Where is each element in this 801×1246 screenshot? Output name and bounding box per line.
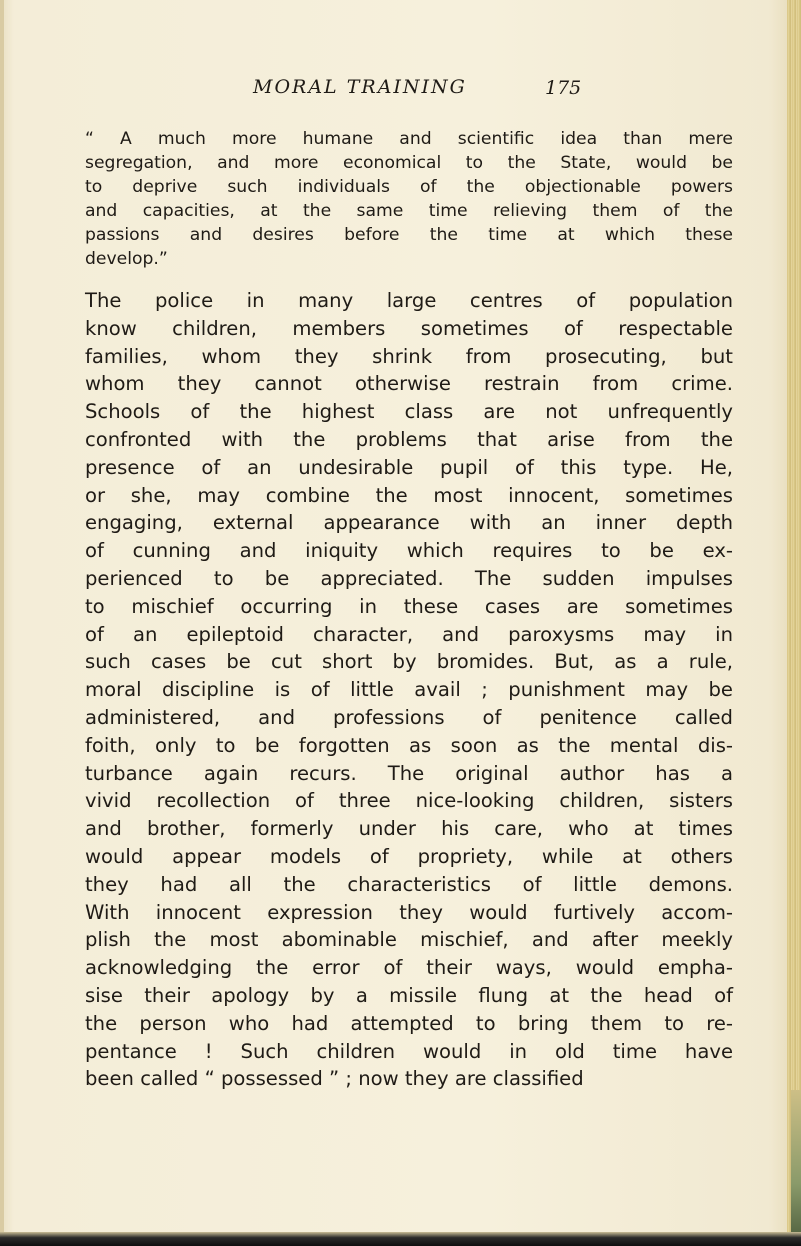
text-line: to mischief occurring in these cases are sometimes bbox=[85, 594, 733, 618]
text-line: engaging, external appearance with an inner depth bbox=[85, 511, 733, 535]
text-line: moral discipline is of little avail ; punishment may be bbox=[85, 678, 733, 702]
body-paragraph bbox=[85, 287, 733, 1093]
text-line: sise their apology by a missile flung at the head of bbox=[85, 983, 733, 1007]
text-line: acknowledging the error of their ways, would empha- bbox=[85, 956, 733, 980]
quote-line: to deprive such individuals of the objectionable powers bbox=[85, 177, 733, 197]
page-right-shadow bbox=[791, 1090, 801, 1246]
text-line: they had all the characteristics of little demons. bbox=[85, 872, 733, 896]
text-line: Schools of the highest class are not unfrequently bbox=[85, 400, 733, 424]
text-line: plish the most abominable mischief, and after meekly bbox=[85, 928, 733, 952]
page-header bbox=[0, 76, 801, 104]
text-line: presence of an undesirable pupil of this type. He, bbox=[85, 455, 733, 479]
text-line: know children, members sometimes of respectable bbox=[85, 316, 733, 340]
running-title: MORAL TRAINING bbox=[253, 76, 467, 98]
text-line: The police in many large centres of population bbox=[85, 289, 733, 312]
text-line: families, whom they shrink from prosecuting, but bbox=[85, 344, 733, 368]
text-line: the person who had attempted to bring them to re- bbox=[85, 1011, 733, 1035]
text-line: vivid recollection of three nice-looking children, sisters bbox=[85, 789, 733, 813]
quote-line: segregation, and more economical to the State, would be bbox=[85, 153, 733, 173]
text-line: pentance ! Such children would in old time have bbox=[85, 1039, 733, 1063]
text-line: perienced to be appreciated. The sudden impulses bbox=[85, 566, 733, 590]
page-right-edge bbox=[787, 0, 801, 1246]
text-line: confronted with the problems that arise from the bbox=[85, 427, 733, 451]
quoted-passage bbox=[85, 127, 733, 271]
text-line: of cunning and iniquity which requires to be ex- bbox=[85, 539, 733, 563]
text-line: such cases be cut short by bromides. But, as a rule, bbox=[85, 650, 733, 674]
text-line: and brother, formerly under his care, who at times bbox=[85, 817, 733, 841]
text-line: of an epileptoid character, and paroxysms may in bbox=[85, 622, 733, 646]
text-line: whom they cannot otherwise restrain from crime. bbox=[85, 372, 733, 396]
quote-line: develop.” bbox=[85, 249, 168, 269]
text-line: would appear models of propriety, while at others bbox=[85, 844, 733, 868]
page-bottom-edge bbox=[0, 1232, 801, 1246]
text-line: foith, only to be forgotten as soon as the mental dis- bbox=[85, 733, 733, 757]
quote-line: “ A much more humane and scientific idea than mere bbox=[85, 129, 733, 149]
text-line: turbance again recurs. The original author has a bbox=[85, 761, 733, 785]
text-line: With innocent expression they would furtively accom- bbox=[85, 900, 733, 924]
quote-line: and capacities, at the same time relieving them of the bbox=[85, 201, 733, 221]
text-line: administered, and professions of penitence called bbox=[85, 705, 733, 729]
text-line: or she, may combine the most innocent, sometimes bbox=[85, 483, 733, 507]
text-line: been called “ possessed ” ; now they are classified bbox=[85, 1067, 584, 1091]
page-body bbox=[85, 127, 733, 1093]
page-left-edge bbox=[0, 0, 4, 1246]
quote-line: passions and desires before the time at which these bbox=[85, 225, 733, 245]
page-number: 175 bbox=[545, 77, 582, 99]
